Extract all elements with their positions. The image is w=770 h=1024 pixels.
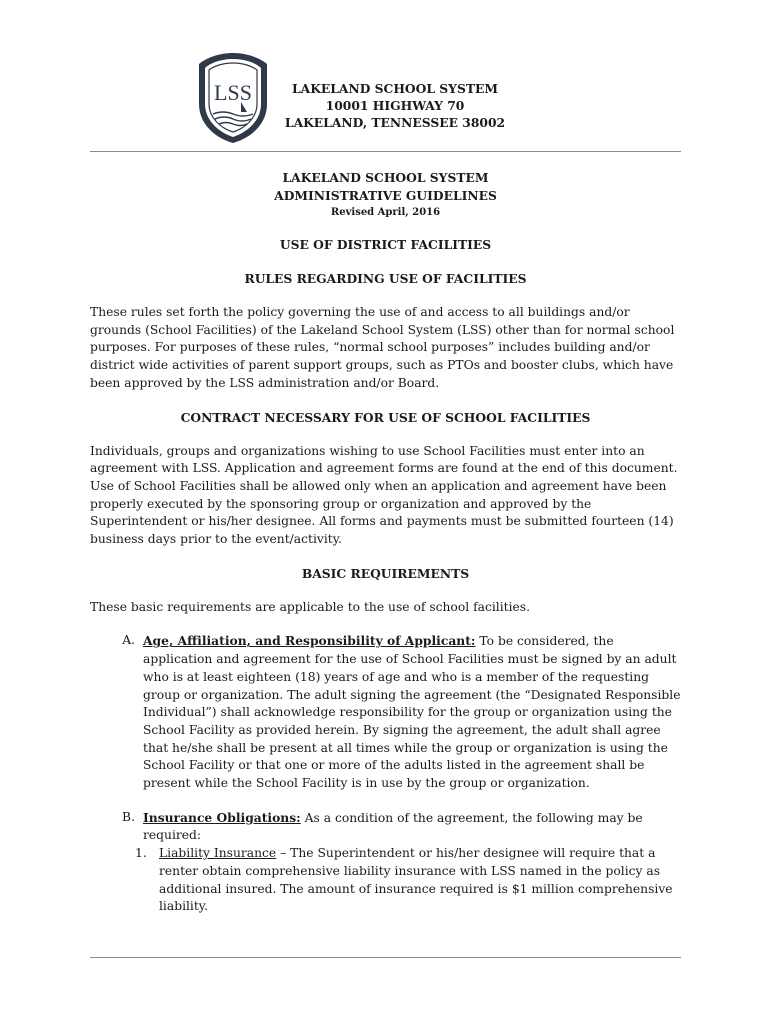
item-a-title: Age, Affiliation, and Responsibility of Applicant: — [143, 633, 476, 649]
section-rules-heading: RULES REGARDING USE OF FACILITIES — [244, 271, 527, 286]
list-item-a — [90, 632, 681, 792]
item-b-body: As a condition of the agreement, the following may be required: — [143, 810, 643, 843]
section-rules-body: These rules set forth the policy governing the use of and access to all buildings and/or grounds (School Facilities) of the Lakeland School System (LSS) other than for normal school purposes. For purposes of these rules, “normal school purposes” includes building and/or district wide activities of parent support groups, such as PTOs and booster clubs, which have been approved by the LSS administration and/or Board. — [90, 305, 675, 390]
doc-subtitle: ADMINISTRATIVE GUIDELINES — [274, 188, 497, 203]
lss-logo — [195, 50, 271, 146]
section-contract-heading: CONTRACT NECESSARY FOR USE OF SCHOOL FACILITIES — [180, 409, 591, 425]
list-item-b1 — [135, 845, 681, 916]
list-item-b — [90, 809, 681, 845]
section-basic-heading: BASIC REQUIREMENTS — [301, 565, 470, 581]
letterhead-city: LAKELAND, TENNESSEE 38002 — [284, 115, 506, 130]
shield-logo-icon — [195, 50, 271, 146]
letterhead-street: 10001 HIGHWAY 70 — [325, 98, 465, 113]
item-b1-body: – The Superintendent or his/her designee will require that a renter obtain comprehensive liability insurance with LSS named in the policy as additional insured. The amount of insurance required is $1 million comprehensive liability. — [159, 846, 673, 914]
letterhead — [280, 80, 510, 131]
section-basic-intro: These basic requirements are applicable to the use of school facilities. — [90, 599, 531, 614]
letterhead-org: LAKELAND SCHOOL SYSTEM — [292, 81, 498, 96]
item-b1-title: Liability Insurance — [159, 846, 277, 861]
section-contract-body: Individuals, groups and organizations wishing to use School Facilities must enter into an agreement with LSS. Application and agreement forms are found at the end of this document. Use of School Facilities shall be allowed only when an application and agreement have been properly executed by the sponsoring group or organization and approved by the Superintendent or his/her designee. All forms and payments must be submitted fourteen (14) business days prior to the event/activity. — [90, 443, 678, 547]
item-a-marker: A. — [122, 633, 135, 648]
document-body — [90, 169, 681, 916]
item-a-body: To be considered, the application and agreement for the use of School Facilities must be signed by an adult who is at least eighteen (18) years of age and who is a member of the requesting group or organization. The adult signing the agreement (the “Designated Responsible Individual”) shall acknowledge responsibility for the group or organization using the School Facility as provided herein. By signing the agreement, the adult shall agree that he/she shall be present at all times while the group or organization is using the School Facility or that one or more of the adults listed in the agreement shall be present while the School Facility is in use by the group or organization. — [143, 634, 681, 791]
svg-text:LSS: LSS — [214, 80, 252, 105]
item-b-title: Insurance Obligations: — [143, 809, 301, 825]
doc-title: USE OF DISTRICT FACILITIES — [279, 237, 492, 252]
item-b1-marker: 1. — [135, 846, 147, 861]
header-divider — [90, 151, 681, 152]
doc-org: LAKELAND SCHOOL SYSTEM — [282, 170, 489, 185]
footer-divider — [90, 957, 681, 958]
doc-revised: Revised April, 2016 — [330, 207, 441, 218]
item-b-marker: B. — [122, 809, 135, 824]
